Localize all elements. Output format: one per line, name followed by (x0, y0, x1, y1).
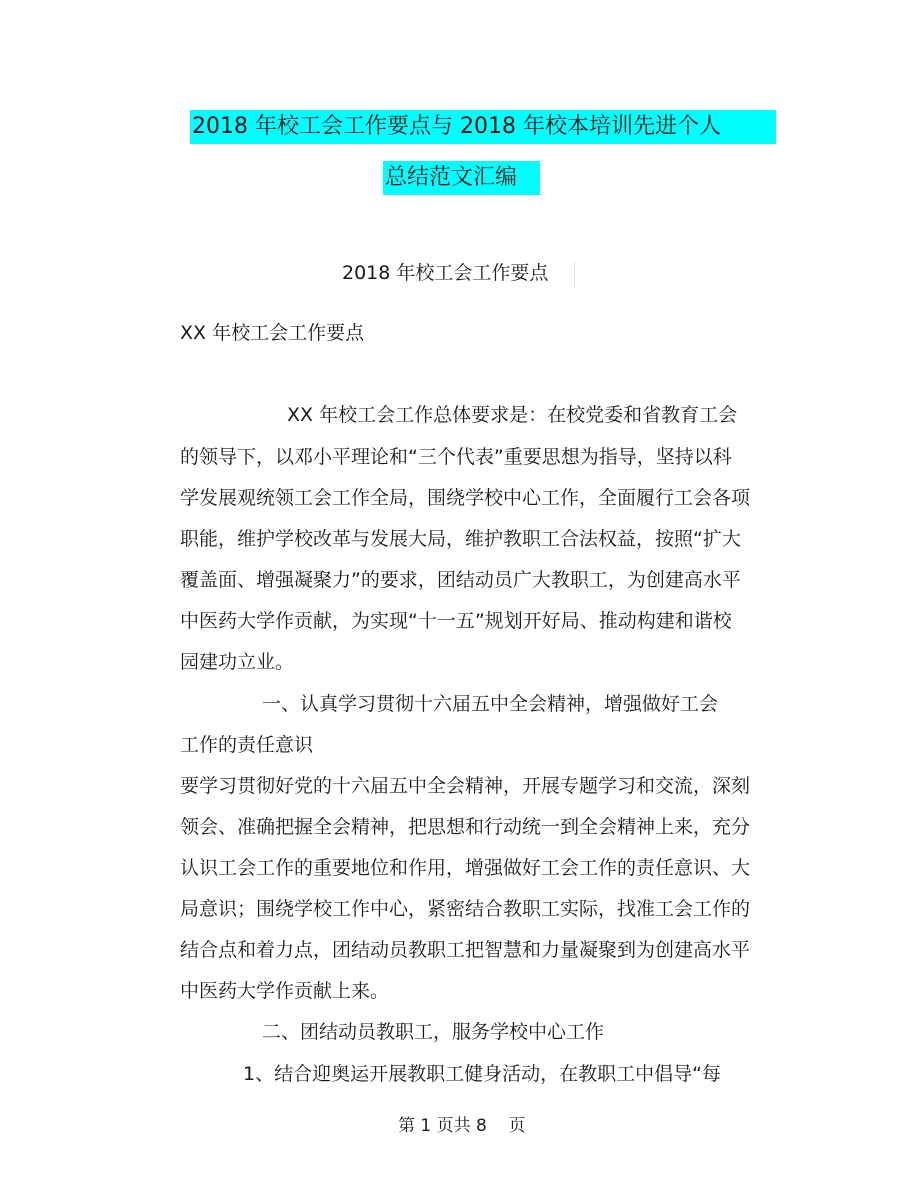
paragraph-line: 局意识；围绕学校工作中心，紧密结合教职工实际，找准工会工作的 (180, 898, 751, 920)
section-1-heading-cont: 工作的责任意识 (180, 734, 314, 756)
list-item: 1、结合迎奥运开展教职工健身活动，在教职工中倡导“每 (243, 1063, 721, 1085)
paragraph-line: 领会、准确把握全会精神，把思想和行动统一到全会精神上来，充分 (180, 816, 751, 838)
section-2-heading: 二、团结动员教职工，服务学校中心工作 (262, 1021, 605, 1043)
paragraph-line: 中医药大学作贡献，为实现“十一五”规划开好局、推动构建和谐校 (180, 610, 732, 632)
paragraph-line: 职能，维护学校改革与发展大局，维护教职工合法权益，按照“扩大 (180, 528, 741, 550)
sub-heading: XX 年校工会工作要点 (180, 322, 365, 344)
paragraph-line: 结合点和着力点，团结动员教职工把智慧和力量凝聚到为创建高水平 (180, 939, 751, 961)
paragraph-line: 园建功立业。 (180, 651, 295, 673)
section-1-heading: 一、认真学习贯彻十六届五中全会精神，增强做好工会 (262, 693, 719, 715)
paragraph-line: 的领导下，以邓小平理论和“三个代表”重要思想为指导，坚持以科 (180, 446, 732, 468)
paragraph-line: 覆盖面、增强凝聚力”的要求，团结动员广大教职工，为创建高水平 (180, 569, 741, 591)
text-cursor-marker (574, 262, 575, 288)
paragraph-line: 学发展观统领工会工作全局，围绕学校中心工作，全面履行工会各项 (180, 487, 751, 509)
paragraph-line: XX 年校工会工作总体要求是：在校党委和省教育工会 (287, 404, 738, 426)
paragraph-line: 认识工会工作的重要地位和作用，增强做好工会工作的责任意识、大 (180, 857, 751, 879)
paragraph-line: 中医药大学作贡献上来。 (180, 980, 390, 1002)
document-title-line-1: 2018 年校工会工作要点与 2018 年校本培训先进个人 (190, 110, 776, 144)
section-heading: 2018 年校工会工作要点 (342, 262, 549, 284)
paragraph-line: 要学习贯彻好党的十六届五中全会精神，开展专题学习和交流，深刻 (180, 775, 751, 797)
page-footer: 第 1 页共 8 页 (398, 1116, 526, 1136)
document-title-line-2: 总结范文汇编 (383, 161, 540, 195)
